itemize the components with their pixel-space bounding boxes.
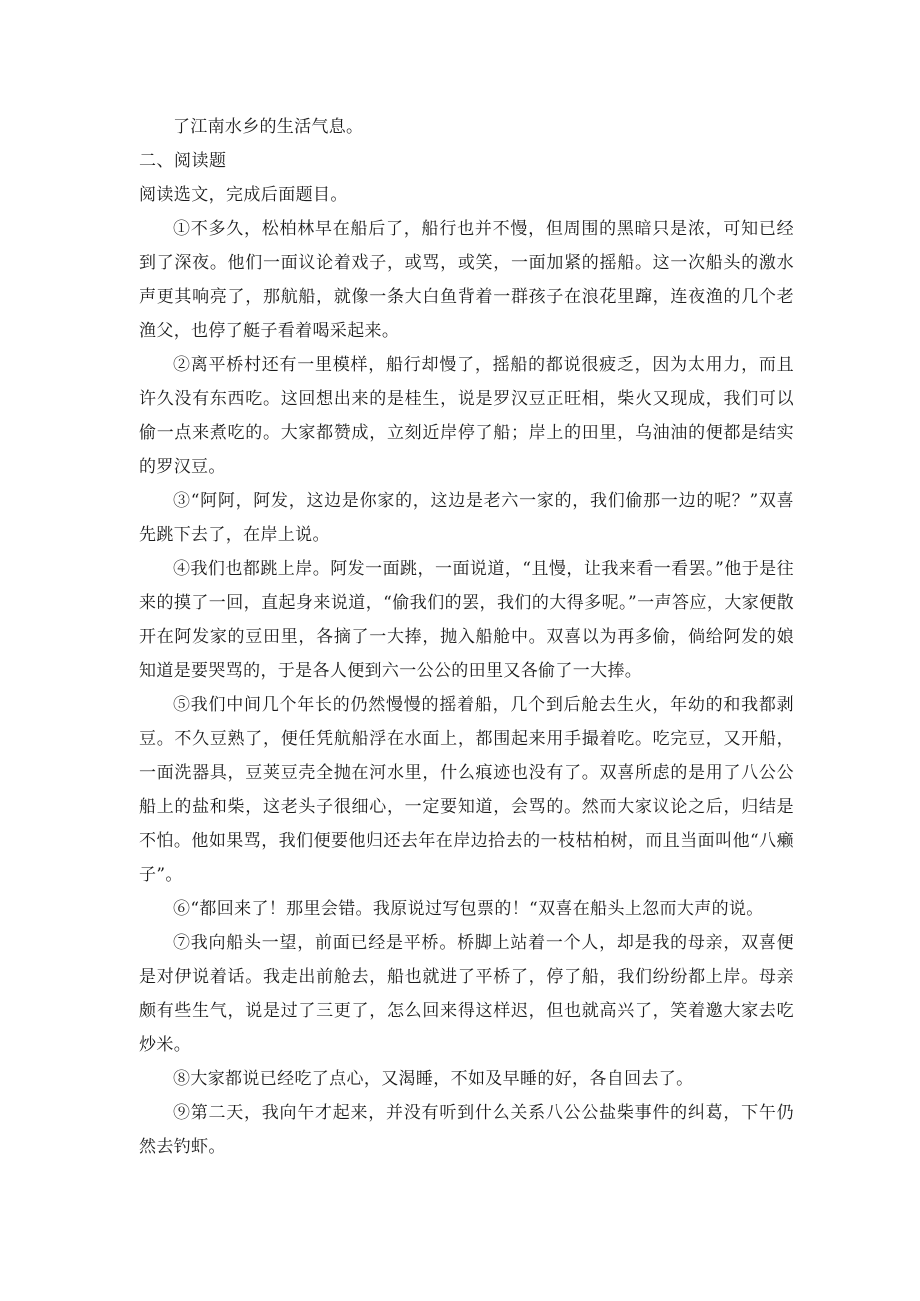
paragraph-2: ②离平桥村还有一里模样，船行却慢了，摇船的都说很疲乏，因为太用力，而且许久没有东西吃。这回想出来的是桂生，说是罗汉豆正旺相，柴火又现成，我们可以偷一点来煮吃的。大家都赞成，立刻近岸停了船；岸上的田里，乌油油的便都是结实的罗汉豆。 [139,355,794,477]
paragraph-6: ⑥“都回来了！那里会错。我原说过写包票的！“双喜在船头上忽而大声的说。 [173,899,764,919]
section-heading: 二、阅读题 [139,151,227,171]
paragraph-9: ⑨第二天，我向午才起来，并没有听到什么关系八公公盐柴事件的纠葛，下午仍然去钓虾。 [139,1103,794,1157]
continued-text: 了江南水乡的生活气息。 [173,117,364,137]
paragraph-1: ①不多久，松柏林早在船后了，船行也并不慢，但周围的黑暗只是浓，可知已经到了深夜。他们一面议论着戏子，或骂，或笑，一面加紧的摇船。这一次船头的激水声更其响亮了，那航船，就像一条大白鱼背着一群孩子在浪花里蹿，连夜渔的几个老渔父，也停了艇子看着喝采起来。 [139,219,794,341]
document-body [139,110,794,1164]
paragraph-4: ④我们也都跳上岸。阿发一面跳，一面说道，“且慢，让我来看一看罢。”他于是往来的摸了一回，直起身来说道，“偷我们的罢，我们的大得多呢。”一声答应，大家便散开在阿发家的豆田里，各摘了一大捧，抛入船舱中。双喜以为再多偷，倘给阿发的娘知道是要哭骂的，于是各人便到六一公公的田里又各偷了一大捧。 [139,559,794,681]
paragraph-8: ⑧大家都说已经吃了点心，又渴睡，不如及早睡的好，各自回去了。 [173,1069,694,1089]
paragraph-3: ③“阿阿，阿发，这边是你家的，这边是老六一家的，我们偷那一边的呢？”双喜先跳下去了，在岸上说。 [139,491,794,545]
paragraph-7: ⑦我向船头一望，前面已经是平桥。桥脚上站着一个人，却是我的母亲，双喜便是对伊说着话。我走出前舱去，船也就进了平桥了，停了船，我们纷纷都上岸。母亲颇有些生气，说是过了三更了，怎么回来得这样迟，但也就高兴了，笑着邀大家去吃炒米。 [139,933,794,1055]
paragraph-5: ⑤我们中间几个年长的仍然慢慢的摇着船，几个到后舱去生火，年幼的和我都剥豆。不久豆熟了，便任凭航船浮在水面上，都围起来用手撮着吃。吃完豆，又开船，一面洗器具，豆荚豆壳全抛在河水里，什么痕迹也没有了。双喜所虑的是用了八公公船上的盐和柴，这老头子很细心，一定要知道，会骂的。然而大家议论之后，归结是不怕。他如果骂，我们便要他归还去年在岸边拾去的一枝枯柏树，而且当面叫他“八癞子”。 [139,695,794,885]
reading-instruction: 阅读选文，完成后面题目。 [139,185,348,205]
